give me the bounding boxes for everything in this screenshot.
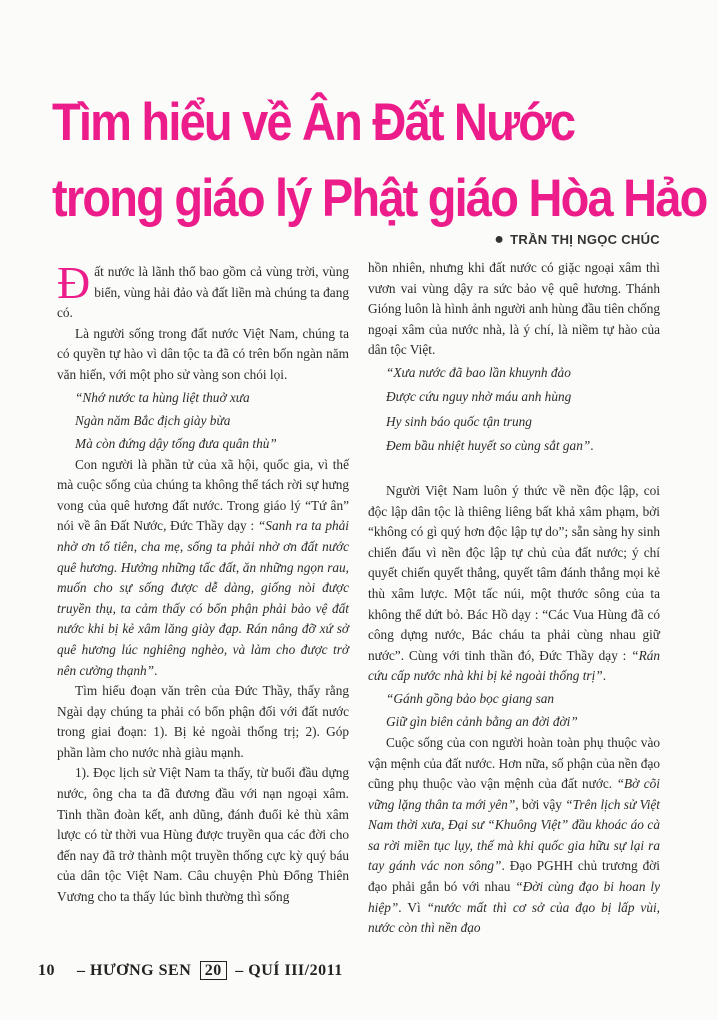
paragraph: Con người là phần tử của xã hội, quốc gia, vì thế mà cuộc sống của chúng ta không thể tách rời sự hưng vong của quê hương đất nước. Trong giáo lý “Tứ ân” nói về ân Đất Nước, Đức Thầy dạy : “Sanh ra ta phải nhờ ơn tổ tiên, cha mẹ, sống ta phải nhờ ơn đất nước quê hương. Hưởng những tấc đất, ăn những ngọn rau, muốn cho sự sống được dễ dàng, giống nòi được truyền thụ, ta cảm thấy có bổn phận phải bảo vệ đất nước khi bị kẻ xâm lăng giày đạp. Rán nâng đỡ xứ sở quê hương lúc nghiêng nghèo, và làm cho được trở nên cường thạnh”. xyxy=(57,456,349,678)
paragraph: Đất nước là lãnh thổ bao gồm cả vùng trời, vùng biển, vùng hải đảo và đất liền mà chúng ta đang có. xyxy=(57,257,349,321)
bullet-icon: ● xyxy=(494,231,505,248)
paragraph: Tìm hiểu đoạn văn trên của Đức Thầy, thấy rằng Ngài dạy chúng ta phải có bổn phận đối với đất nước trong giai đoạn: 1). Bị kẻ ngoài thống trị; 2). Góp phần làm cho nước nhà giàu mạnh. xyxy=(57,683,349,760)
verse-line: Được cứu nguy nhờ máu anh hùng xyxy=(386,389,572,405)
page-number: 10 xyxy=(38,962,55,979)
verse-line: Hy sinh báo quốc tận trung xyxy=(386,413,532,429)
right-column xyxy=(368,258,660,939)
left-column xyxy=(57,257,349,908)
verse-line: Đem bầu nhiệt huyết so cùng sắt gan”. xyxy=(386,438,594,454)
verse-line: Ngàn năm Bắc địch giày bừa xyxy=(75,412,231,428)
title-line-1: Tìm hiểu về Ân Đất Nước xyxy=(52,91,575,152)
paragraph: hồn nhiên, nhưng khi đất nước có giặc ngoại xâm thì vươn vai vùng dậy ra sức bảo vệ quê hương. Thánh Gióng luôn là hình ảnh người anh hùng đầu tiên chống ngoại xâm của nước nhà, là ý chí, là niềm tự hào của dân tộc Việt. xyxy=(368,260,660,358)
author-name: TRẦN THỊ NGỌC CHÚC xyxy=(510,232,660,247)
paragraph: Là người sống trong đất nước Việt Nam, chúng ta có quyền tự hào vì dân tộc ta đã có trên bốn ngàn năm văn hiến, với một pho sử vàng son chói lọi. xyxy=(57,325,349,382)
issue-quarter: – QUÍ III/2011 xyxy=(235,962,343,979)
issue-number: 20 xyxy=(200,961,227,980)
verse-line: Giữ gìn biên cảnh bằng an đời đời” xyxy=(386,713,578,729)
magazine-name: – HƯƠNG SEN xyxy=(77,962,192,979)
byline xyxy=(494,231,660,249)
paragraph: 1). Đọc lịch sử Việt Nam ta thấy, từ buổi đầu dựng nước, ông cha ta đã đương đầu với nạn ngoại xâm. Tinh thần đoàn kết, anh dũng, đánh đuổi kẻ thù xâm lược có từ thời vua Hùng được truyền qua các đời cho đến nay đã trở thành một truyền thống cực kỳ quý báu của dân tộc Việt Nam. Câu chuyện Phù Đổng Thiên Vương cho ta thấy lúc bình thường thì sống xyxy=(57,765,349,905)
verse-line: “Nhớ nước ta hùng liệt thuở xưa xyxy=(75,389,250,405)
title-line-2: trong giáo lý Phật giáo Hòa Hảo xyxy=(52,168,707,228)
article-title xyxy=(52,84,707,236)
verse-line: “Xưa nước đã bao lần khuynh đảo xyxy=(386,364,571,380)
drop-cap: Đ xyxy=(57,257,91,308)
verse-line: “Gánh gồng bảo bọc giang san xyxy=(386,690,555,706)
verse-line: Mà còn đứng dậy tống đưa quân thù” xyxy=(75,435,277,451)
paragraph: Người Việt Nam luôn ý thức về nền độc lập, coi độc lập dân tộc là thiêng liêng bất khả xâm phạm, bởi “không có gì quý hơn độc lập tự do”; sẵn sàng hy sinh chiến đấu vì nền độc lập tự chủ của đất nước; ý chí quyết chiến quyết thắng, quyết tâm đánh thắng mọi kẻ thù xâm lược. Một tấc núi, một thước sông của ta không thể dứt bỏ. Bác Hồ dạy : “Các Vua Hùng đã có công dựng nước, Bác cháu ta phải cùng nhau giữ nước”. Cùng với tinh thần đó, Đức Thầy dạy : “Rán cứu cấp nước nhà khi bị kẻ ngoài thống trị”. xyxy=(368,482,660,684)
page-footer xyxy=(38,962,343,980)
paragraph: Cuộc sống của con người hoàn toàn phụ thuộc vào vận mệnh của đất nước. Hơn nữa, số phận của nền đạo cũng phụ thuộc vào vận mệnh của đất nước. “Bờ cõi vững lặng thân ta mới yên”, bởi vậy “Trên lịch sử Việt Nam thời xưa, Đại sư “Khuông Việt” đầu khoác áo cà sa rời miền tục lụy, thế mà khi quốc gia hữu sự lại ra tay gánh vác non sông”. Đạo PGHH chủ trương đời đạo phải gắn bó với nhau “Đời cùng đạo bi hoan ly hiệp”. Vì “nước mất thì cơ sở của đạo bị lấp vùi, nước còn thì nền đạo xyxy=(368,734,661,936)
